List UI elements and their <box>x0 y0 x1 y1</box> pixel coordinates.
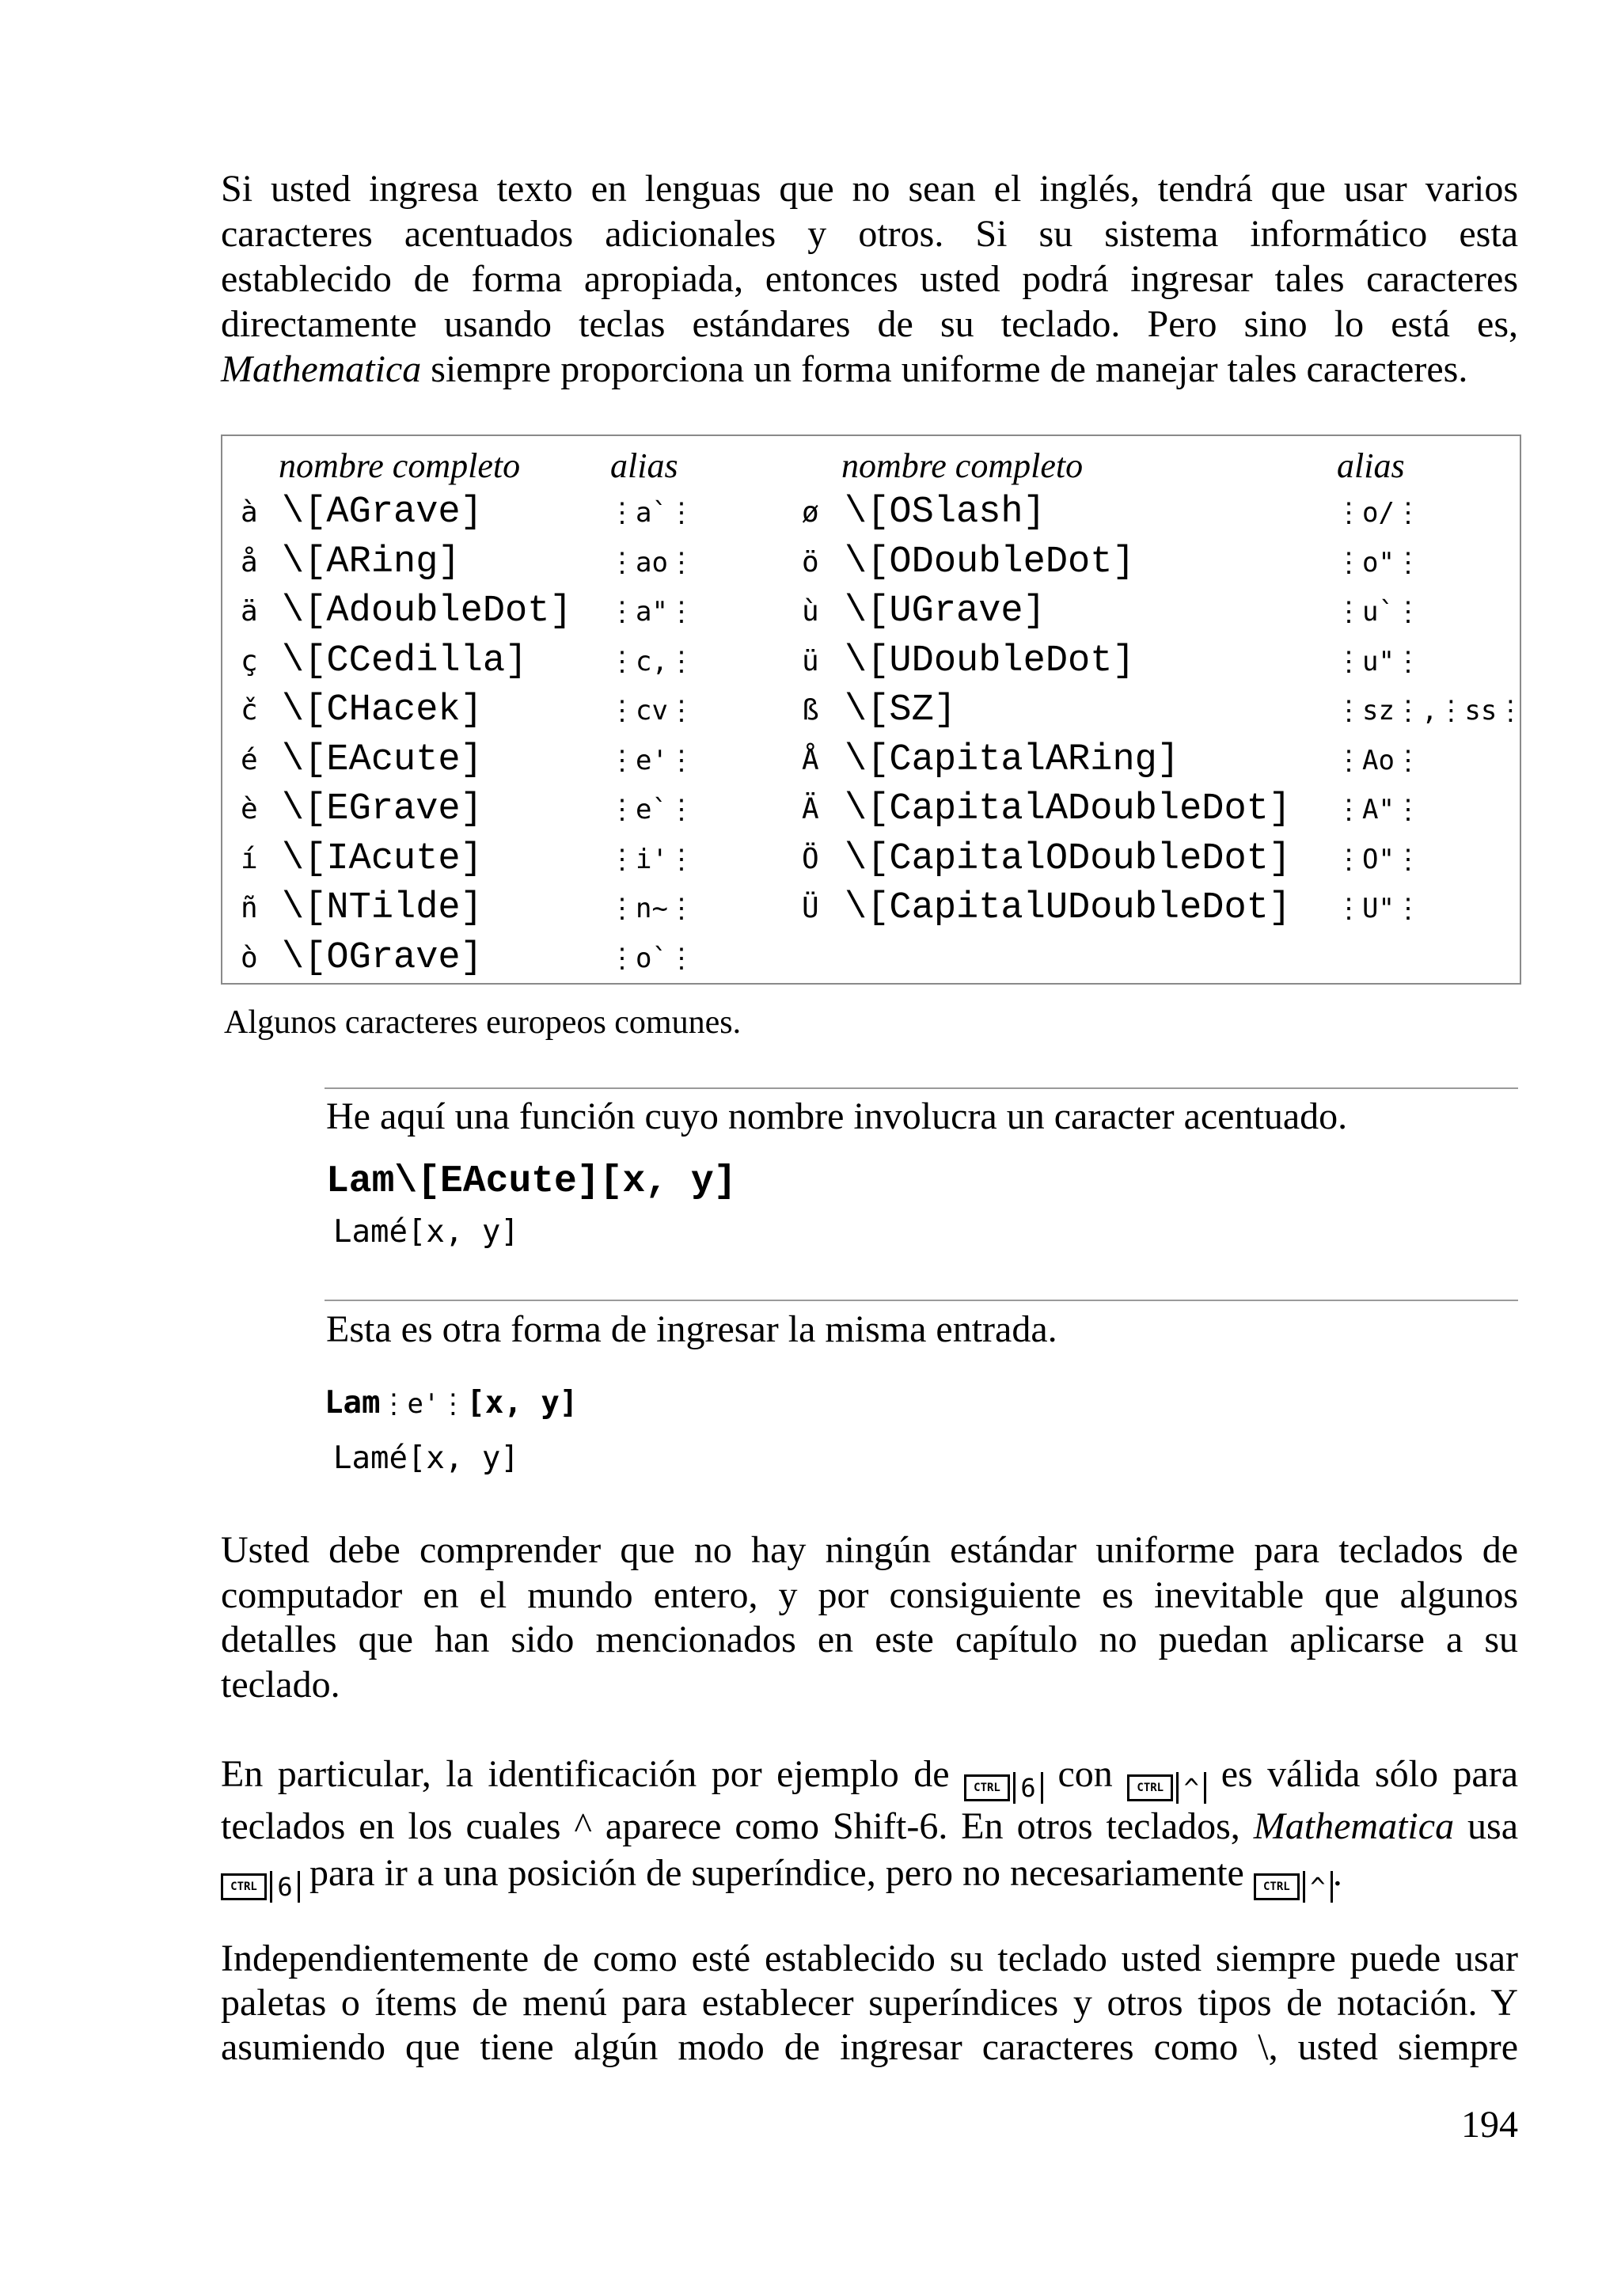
six-key-label: 6 <box>1013 1772 1043 1804</box>
alias: ⋮ao⋮ <box>609 546 695 579</box>
ctrl-caret-key-icon <box>1254 1871 1333 1903</box>
paragraph-text: es válida sólo para <box>1220 1753 1518 1795</box>
full-name: \[IAcute] <box>282 837 483 880</box>
intro-paragraph <box>221 166 1518 392</box>
ctrl-key-label: CTRL <box>221 1873 267 1900</box>
output-cell: Lamé[x, y] <box>333 1214 519 1250</box>
paragraph-text: . <box>1332 1851 1342 1894</box>
full-name: \[AdoubleDot] <box>282 590 572 632</box>
alias: ⋮e`⋮ <box>609 794 695 825</box>
six-key-label: 6 <box>270 1871 300 1903</box>
full-name: \[UDoubleDot] <box>845 639 1135 682</box>
alias: ⋮sz⋮,⋮ss⋮ <box>1335 695 1524 727</box>
character-glyph: Ä <box>802 793 819 825</box>
character-glyph: ü <box>802 644 819 677</box>
section-divider <box>325 1087 1518 1089</box>
full-name: \[ARing] <box>282 541 461 583</box>
section-divider <box>325 1300 1518 1301</box>
table-row <box>222 934 1520 983</box>
header-alias-left: alias <box>610 446 678 485</box>
paragraph-text: siempre proporciona un forma uniforme de manejar tales caracteres. <box>431 348 1468 390</box>
full-name: \[CCedilla] <box>282 639 528 682</box>
paragraph-line: establecido de forma apropiada, entonces usted podrá ingresar tales caracteres <box>221 258 1518 300</box>
input-cell: Lam\[EAcute][x, y] <box>326 1160 737 1203</box>
character-glyph: ñ <box>241 892 258 924</box>
alias: ⋮Ao⋮ <box>1335 744 1422 776</box>
paragraph-line: asumiendo que tiene algún modo de ingresar caracteres como \, usted siempre <box>221 2026 1518 2068</box>
paragraph-line: Usted debe comprender que no hay ningún estándar uniforme para teclados de <box>221 1529 1518 1571</box>
character-glyph: ä <box>241 595 258 628</box>
ctrl-6-key-icon <box>221 1871 300 1903</box>
alias: ⋮U"⋮ <box>1335 893 1422 924</box>
full-name: \[ODoubleDot] <box>845 541 1135 583</box>
alias: ⋮n~⋮ <box>609 893 695 924</box>
character-glyph: à <box>241 496 258 529</box>
ctrl-6-key-icon <box>964 1772 1043 1804</box>
full-name: \[AGrave] <box>282 491 483 533</box>
full-name: \[CHacek] <box>282 689 483 731</box>
paragraph-text: teclados en los cuales ^ aparece como Shift-6. En otros teclados, <box>221 1805 1240 1847</box>
character-glyph: ù <box>802 595 819 628</box>
full-name: \[EAcute] <box>282 738 483 781</box>
output-cell: Lamé[x, y] <box>333 1440 519 1476</box>
full-name: \[OSlash] <box>845 491 1046 533</box>
alias: ⋮u`⋮ <box>1335 596 1422 628</box>
example-description: He aquí una función cuyo nombre involucra un caracter acentuado. <box>326 1095 1348 1137</box>
paragraph-text: En particular, la identificación por ejemplo de <box>221 1753 950 1795</box>
character-glyph: ß <box>802 694 819 727</box>
header-alias-right: alias <box>1337 446 1405 485</box>
full-name: \[EGrave] <box>282 788 483 830</box>
alias: ⋮o"⋮ <box>1335 546 1422 579</box>
character-glyph: í <box>241 842 258 875</box>
table-row <box>222 488 1520 537</box>
particular-paragraph <box>221 1751 1518 1903</box>
alias: ⋮o`⋮ <box>609 942 695 974</box>
alias: ⋮a"⋮ <box>609 596 695 628</box>
alias: ⋮O"⋮ <box>1335 843 1422 875</box>
character-glyph: è <box>241 793 258 825</box>
paragraph-line <box>221 1850 1518 1903</box>
character-glyph: Å <box>802 743 819 776</box>
paragraph-line: Si usted ingresa texto en lenguas que no sean el inglés, tendrá que usar varios <box>221 168 1518 210</box>
alias: ⋮A"⋮ <box>1335 794 1422 825</box>
paragraph-text: usa <box>1467 1805 1519 1847</box>
table-row <box>222 538 1520 587</box>
character-glyph: Ö <box>802 842 819 875</box>
character-glyph: é <box>241 743 258 776</box>
table-row <box>222 884 1520 933</box>
caret-key-label: ^ <box>1303 1871 1333 1903</box>
alias: ⋮a`⋮ <box>609 497 695 529</box>
product-name: Mathematica <box>1253 1805 1455 1847</box>
ctrl-key-label: CTRL <box>1127 1774 1173 1801</box>
full-name: \[SZ] <box>845 689 957 731</box>
alias: ⋮c,⋮ <box>609 645 695 677</box>
character-glyph: ø <box>802 496 819 529</box>
character-glyph: ö <box>802 545 819 579</box>
alias: ⋮e'⋮ <box>609 744 695 776</box>
full-name: \[OGrave] <box>282 936 483 979</box>
table-caption: Algunos caracteres europeos comunes. <box>224 1004 742 1041</box>
paragraph-line: paletas o ítems de menú para establecer superíndices y otros tipos de notación. Y <box>221 1982 1518 2024</box>
paragraph-line: Independientemente de como esté establecido su teclado usted siempre puede usar <box>221 1937 1518 1979</box>
alias: ⋮u"⋮ <box>1335 645 1422 677</box>
input-cell <box>325 1384 578 1423</box>
input-suffix: [x, y] <box>466 1385 579 1421</box>
paragraph-line: caracteres acentuados adicionales y otros. Si su sistema informático esta <box>221 213 1518 255</box>
alias: ⋮o/⋮ <box>1335 497 1422 529</box>
page-number: 194 <box>1461 2104 1518 2146</box>
paragraph-text: con <box>1057 1753 1113 1795</box>
closing-paragraph <box>221 1937 1518 2070</box>
paragraph-text: para ir a una posición de superíndice, pero no necesariamente <box>309 1851 1244 1894</box>
paragraph-line: detalles que han sido mencionados en este capítulo no puedan aplicarse a su <box>221 1619 1518 1660</box>
character-glyph: č <box>241 694 258 727</box>
keyboard-paragraph <box>221 1528 1518 1707</box>
paragraph-line: teclado. <box>221 1663 340 1706</box>
paragraph-line <box>221 1804 1518 1850</box>
ctrl-key-label: CTRL <box>1254 1873 1300 1900</box>
escape-alias: ⋮e'⋮ <box>380 1388 467 1420</box>
input-prefix: Lam <box>325 1385 381 1421</box>
product-name: Mathematica <box>221 348 422 390</box>
ctrl-key-label: CTRL <box>964 1774 1010 1801</box>
european-characters-table <box>221 435 1524 985</box>
alias: ⋮cv⋮ <box>609 695 695 727</box>
full-name: \[CapitalADoubleDot] <box>845 788 1292 830</box>
table-row <box>222 637 1520 686</box>
full-name: \[CapitalARing] <box>845 738 1180 781</box>
paragraph-line: directamente usando teclas estándares de su teclado. Pero sino lo está es, <box>221 303 1518 345</box>
character-glyph: ç <box>241 644 258 677</box>
table-row <box>222 785 1520 834</box>
full-name: \[NTilde] <box>282 887 483 929</box>
full-name: \[CapitalUDoubleDot] <box>845 887 1292 929</box>
character-glyph: ò <box>241 941 258 974</box>
table-row <box>222 835 1520 884</box>
character-glyph: Ü <box>802 892 819 924</box>
alias: ⋮i'⋮ <box>609 843 695 875</box>
paragraph-line <box>221 347 1518 392</box>
paragraph-line: computador en el mundo entero, y por consiguiente es inevitable que algunos <box>221 1573 1518 1616</box>
character-glyph: å <box>241 545 258 579</box>
full-name: \[CapitalODoubleDot] <box>845 837 1292 880</box>
paragraph-line <box>221 1751 1518 1804</box>
header-full-name-left: nombre completo <box>279 446 521 485</box>
table-row <box>222 686 1524 735</box>
table-row <box>222 587 1520 636</box>
header-full-name-right: nombre completo <box>841 446 1084 485</box>
caret-key-label: ^ <box>1176 1772 1206 1804</box>
example-description: Esta es otra forma de ingresar la misma entrada. <box>326 1308 1057 1350</box>
full-name: \[UGrave] <box>845 590 1046 632</box>
table-row <box>222 736 1520 785</box>
ctrl-caret-key-icon <box>1127 1772 1206 1804</box>
